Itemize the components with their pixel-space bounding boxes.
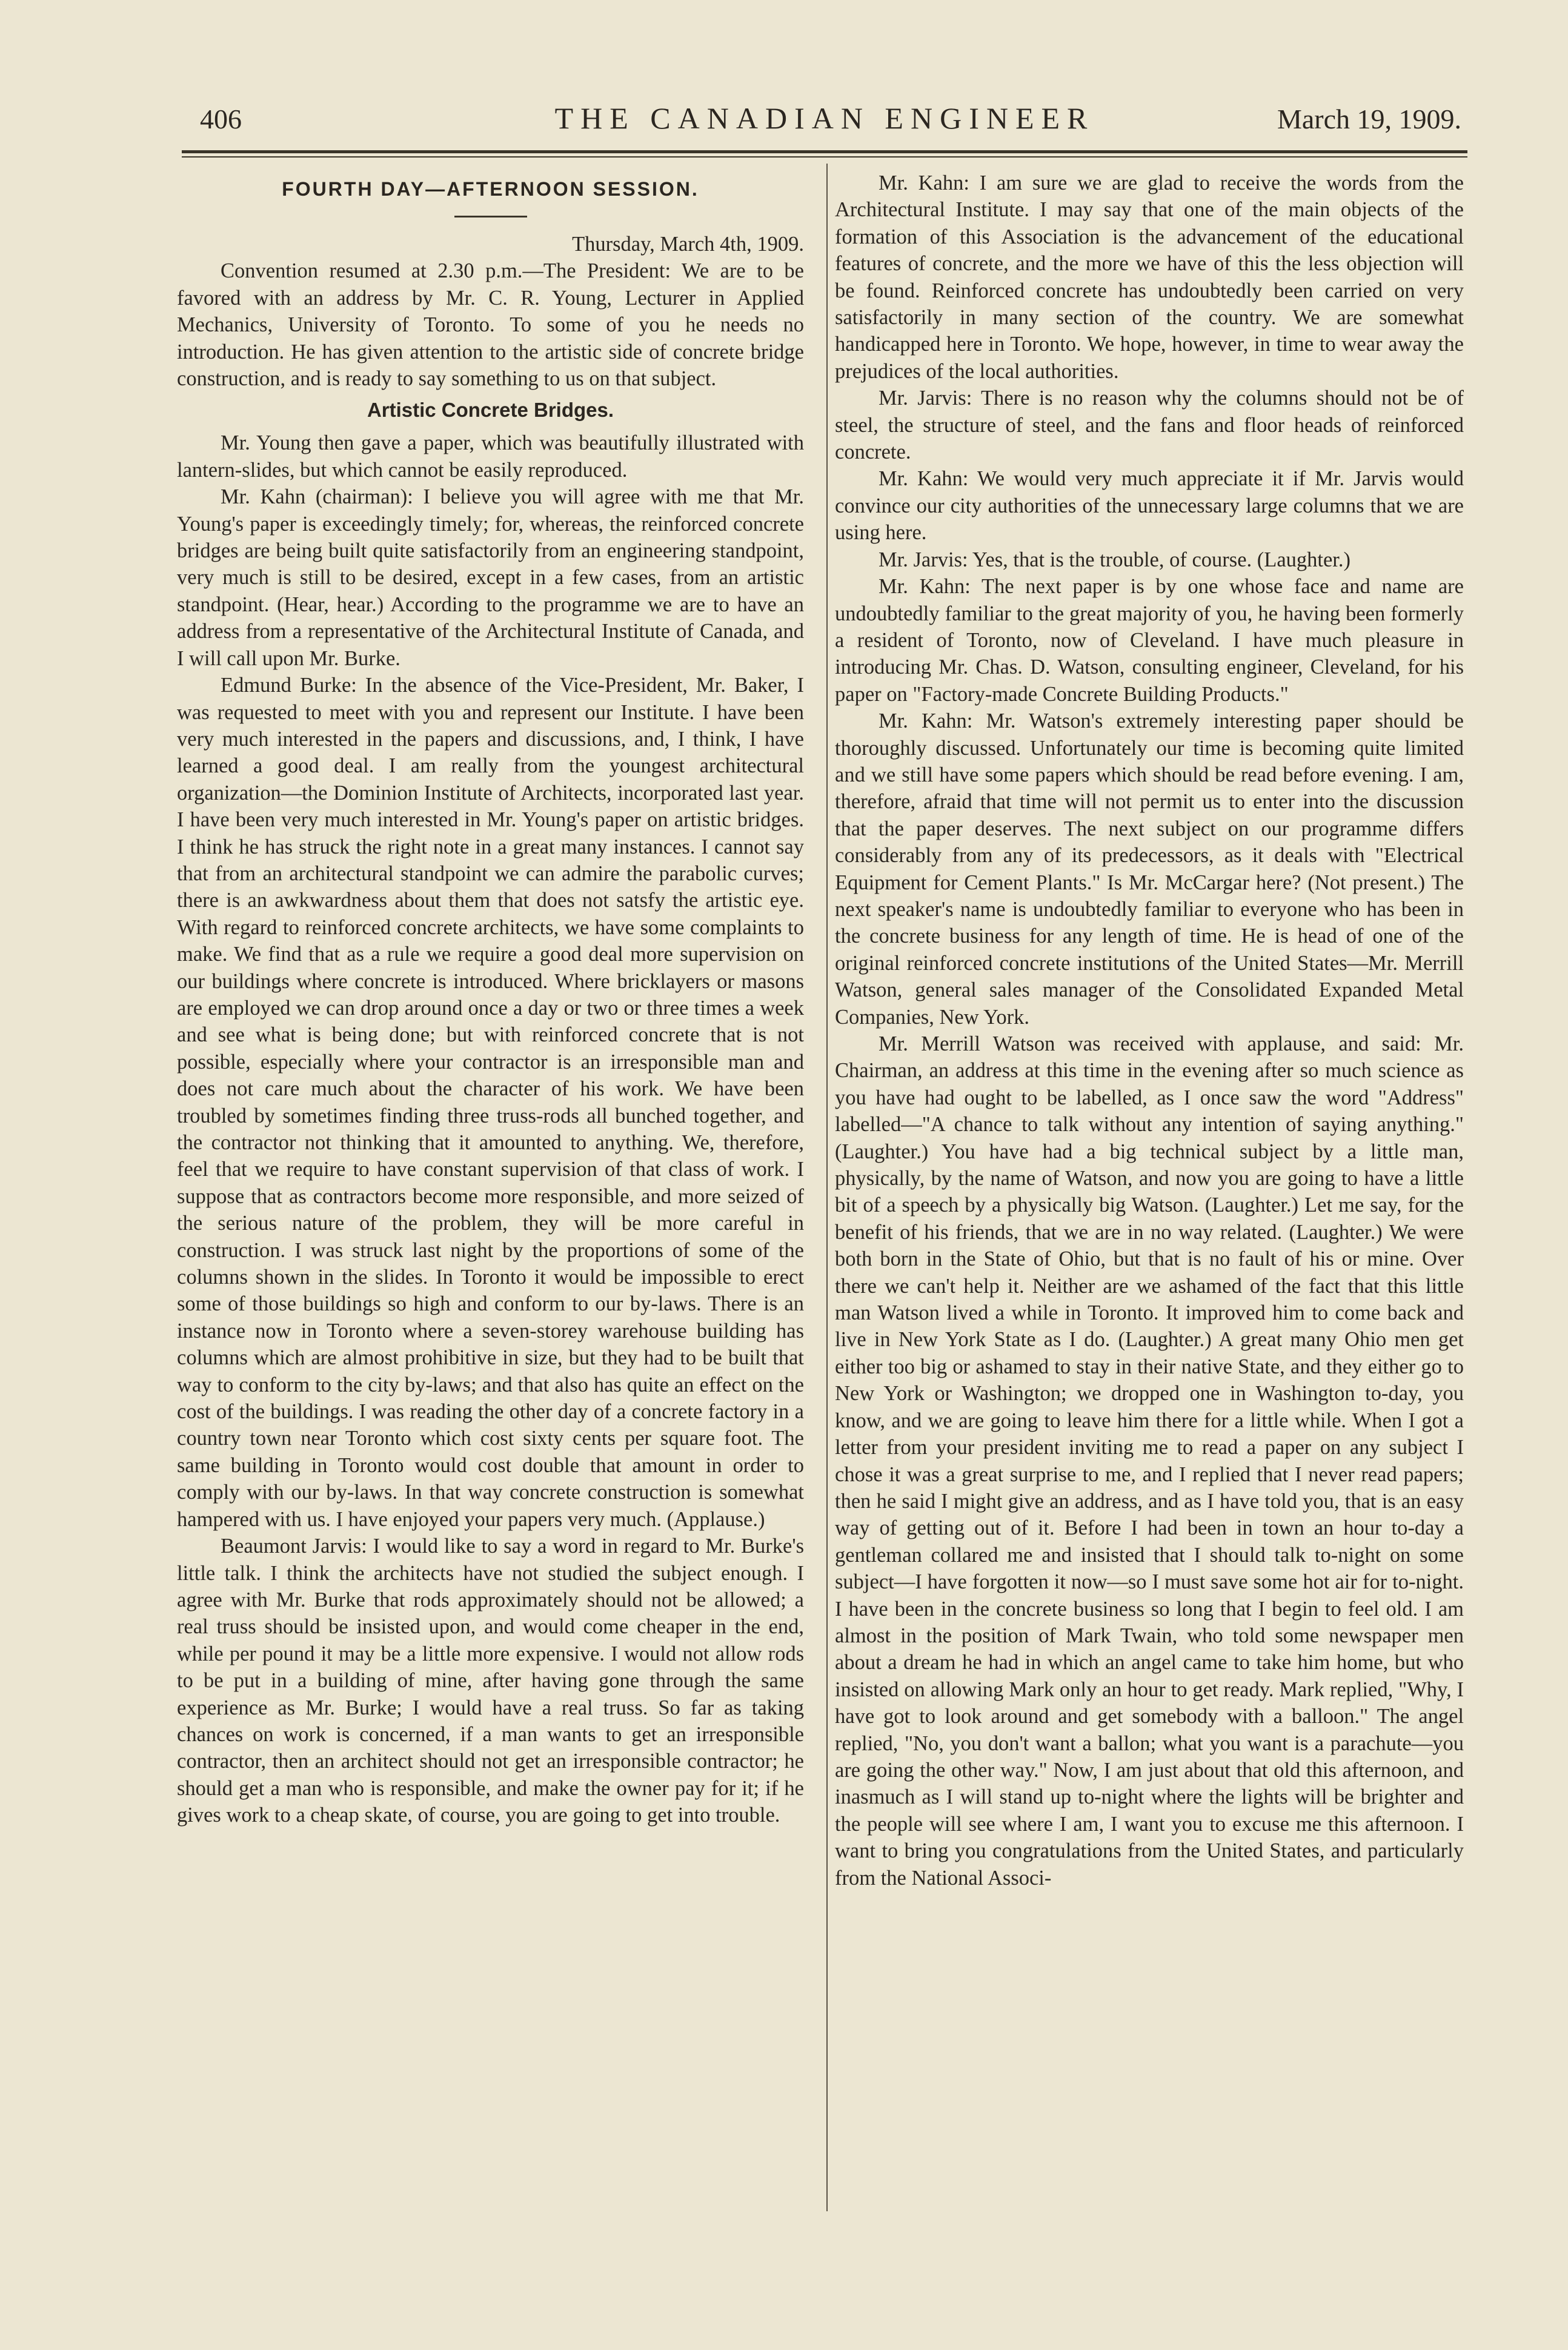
paragraph: Mr. Kahn: The next paper is by one whose face and name are undoubtedly familiar to the great majority of you, he having been formerly a resident of Toronto, now of Cleveland. I have much pleasure in introducing Mr. Chas. D. Watson, consulting engineer, Cleveland, for his paper on "Factory-made Concrete Building Products." [835, 575, 1464, 706]
header-rule [182, 150, 1467, 153]
left-column [177, 170, 804, 1829]
title-rule [454, 216, 527, 217]
paragraph: Mr. Young then gave a paper, which was beautifully illustrated with lantern-slides, but which cannot be easily reproduced. [177, 431, 804, 482]
paragraph: Mr. Jarvis: Yes, that is the trouble, of course. (Laughter.) [879, 548, 1350, 571]
section-title: FOURTH DAY—AFTERNOON SESSION. [282, 178, 699, 200]
journal-title: THE CANADIAN ENGINEER [554, 101, 1095, 135]
paragraph: Mr. Kahn: Mr. Watson's extremely interesting paper should be thoroughly discussed. Unfortunately our time is becoming quite limited and we still have some papers which should be read before evening. I am, therefore, afraid that time will not permit us to enter into the discussion that the paper deserves. The next subject on our programme differs considerably from any of its predecessors, as it deals with "Electrical Equipment for Cement Plants." Is Mr. McCargar here? (Not present.) The next speaker's name is undoubtedly familiar to everyone who has been in the concrete business for any length of time. He is head of one of the original reinforced concrete institutions of the United States—Mr. Merrill Watson, general sales manager of the Consolidated Expanded Metal Companies, New York. [835, 709, 1464, 1029]
header-rule-thin [182, 156, 1467, 158]
subhead: Artistic Concrete Bridges. [367, 399, 614, 422]
column-divider [826, 164, 828, 2211]
right-column [835, 170, 1464, 1891]
paragraph: Mr. Kahn (chairman): I believe you will agree with me that Mr. Young's paper is exceedingly timely; for, whereas, the reinforced concrete bridges are being built quite satisfactorily from an engineering standpoint, very much is still to be desired, except in a few cases, from an artistic standpoint. (Hear, hear.) According to the programme we are to have an address from a representative of the Architectural Institute of Canada, and I will call upon Mr. Burke. [177, 485, 804, 670]
running-header [182, 97, 1467, 145]
paragraph: Mr. Merrill Watson was received with applause, and said: Mr. Chairman, an address at this time in the evening after so much science as you have had ought to be labelled, as I once saw the word "Address" labelled—"A chance to talk without any intention of saying anything." (Laughter.) You have had a big technical subject by a little man, physically, by the name of Watson, and now you are going to have a little bit of a speech by a physically big Watson. (Laughter.) Let me say, for the benefit of his friends, that we are in no way related. (Laughter.) We were both born in the State of Ohio, but that is no fault of his or mine. Over there we can't help it. Neither are we ashamed of the fact that this little man Watson lived a while in Toronto. It improved him to come back and live in New York State as I do. (Laughter.) A great many Ohio men get either too big or ashamed to stay in their native State, and they either go to New York or Washington; we dropped one in Washington to-day, you know, and we are going to leave him there for a little while. When I got a letter from your president inviting me to read a paper on any subject I chose it was a great surprise to me, and I replied that I never read papers; then he said I might give an address, and as I have told you, that is an easy way of getting out of it. Before I had been in town an hour to-day a gentleman collared me and insisted that I should talk to-night on some subject—I have forgotten it now—so I must save some hot air for to-night. I have been in the concrete business so long that I begin to feel old. I am almost in the position of Mark Twain, who told some newspaper men about a dream he had in which an angel came to take him home, but who insisted on allowing Mark only an hour to get ready. Mark replied, "Why, I have got to look around and get somebody with a balloon." The angel replied, "No, you don't want a ballon; what you want is a parachute—you are going the other way." Now, I am just about that old this afternoon, and inasmuch as I will stand up to-night where the lights will be brighter and the people will see where I am, I want you to excuse me this afternoon. I want to bring you congratulations from the United States, and particularly from the National Associ- [835, 1032, 1464, 1890]
paragraph: Mr. Kahn: We would very much appreciate it if Mr. Jarvis would convince our city authorities of the unnecessary large columns that we are using here. [835, 467, 1464, 545]
paragraph: Mr. Kahn: I am sure we are glad to receive the words from the Architectural Institute. I may say that one of the main objects of the formation of this Association is the advancement of the educational features of concrete, and the more we have of this the less objection will be found. Reinforced concrete has undoubtedly been carried on very satisfactorily in many section of the country. We are somewhat handicapped here in Toronto. We hope, however, in time to wear away the prejudices of the local authorities. [835, 171, 1464, 383]
intro-paragraph: Convention resumed at 2.30 p.m.—The President: We are to be favored with an address by Mr. C. R. Young, Lecturer in Applied Mechanics, University of Toronto. To some of you he needs no introduction. He has given attention to the artistic side of concrete bridge construction, and is ready to say something to us on that subject. [177, 259, 804, 391]
issue-date: March 19, 1909. [1277, 104, 1461, 134]
paragraph: Mr. Jarvis: There is no reason why the columns should not be of steel, the structure of steel, and the fans and floor heads of reinforced concrete. [835, 387, 1464, 464]
paragraph: Edmund Burke: In the absence of the Vice-President, Mr. Baker, I was requested to meet with you and represent our Institute. I have been very much interested in the papers and discussions, and, I think, I have learned a good deal. I am really from the youngest architectural organization—the Dominion Institute of Architects, incorporated last year. I have been very much interested in Mr. Young's paper on artistic bridges. I think he has struck the right note in a great many instances. I cannot say that from an architectural standpoint we can admire the parabolic curves; there is an awkwardness about them that does not satsfy the artistic eye. With regard to reinforced concrete architects, we have some complaints to make. We find that as a rule we require a good deal more supervision on our buildings where concrete is introduced. Where bricklayers or masons are employed we can drop around once a day or two or three times a week and see what is being done; but with reinforced concrete that is not possible, especially where your contractor is an irresponsible man and does not care much about the character of his work. We have been troubled by sometimes finding three truss-rods all bunched together, and the contractor not thinking that it amounted to anything. We, therefore, feel that we require to have constant supervision of that class of work. I suppose that as contractors become more responsible, and more seized of the serious nature of the problem, they will be more careful in construction. I was struck last night by the proportions of some of the columns shown in the slides. In Toronto it would be impossible to erect some of those buildings so high and conform to our by-laws. There is an instance now in Toronto where a seven-storey warehouse building has columns which are almost prohibitive in size, but they had to be built that way to conform to the city by-laws; and that also has quite an effect on the cost of the buildings. I was reading the other day of a concrete factory in a country town near Toronto which cost sixty cents per square foot. The same building in Toronto would cost double that amount in order to comply with our by-laws. In that way concrete construction is somewhat hampered with us. I have enjoyed your papers very much. (Applause.) [177, 674, 804, 1531]
paragraph: Beaumont Jarvis: I would like to say a word in regard to Mr. Burke's little talk. I think the architects have not studied the subject enough. I agree with Mr. Burke that rods approximately should not be allowed; a real truss should be insisted upon, and would come cheaper in the end, while per pound it may be a little more expensive. I would not allow rods to be put in a building of mine, after having gone through the same experience as Mr. Burke; I would have a real truss. So far as taking chances on work is concerned, if a man wants to get an irresponsible contractor, then an architect should not get an irresponsible contractor; he should get a man who is responsible, and make the owner pay for it; if he gives work to a cheap skate, of course, you are going to get into trouble. [177, 1535, 804, 1827]
session-dateline: Thursday, March 4th, 1909. [572, 233, 804, 256]
page-number: 406 [200, 104, 242, 134]
